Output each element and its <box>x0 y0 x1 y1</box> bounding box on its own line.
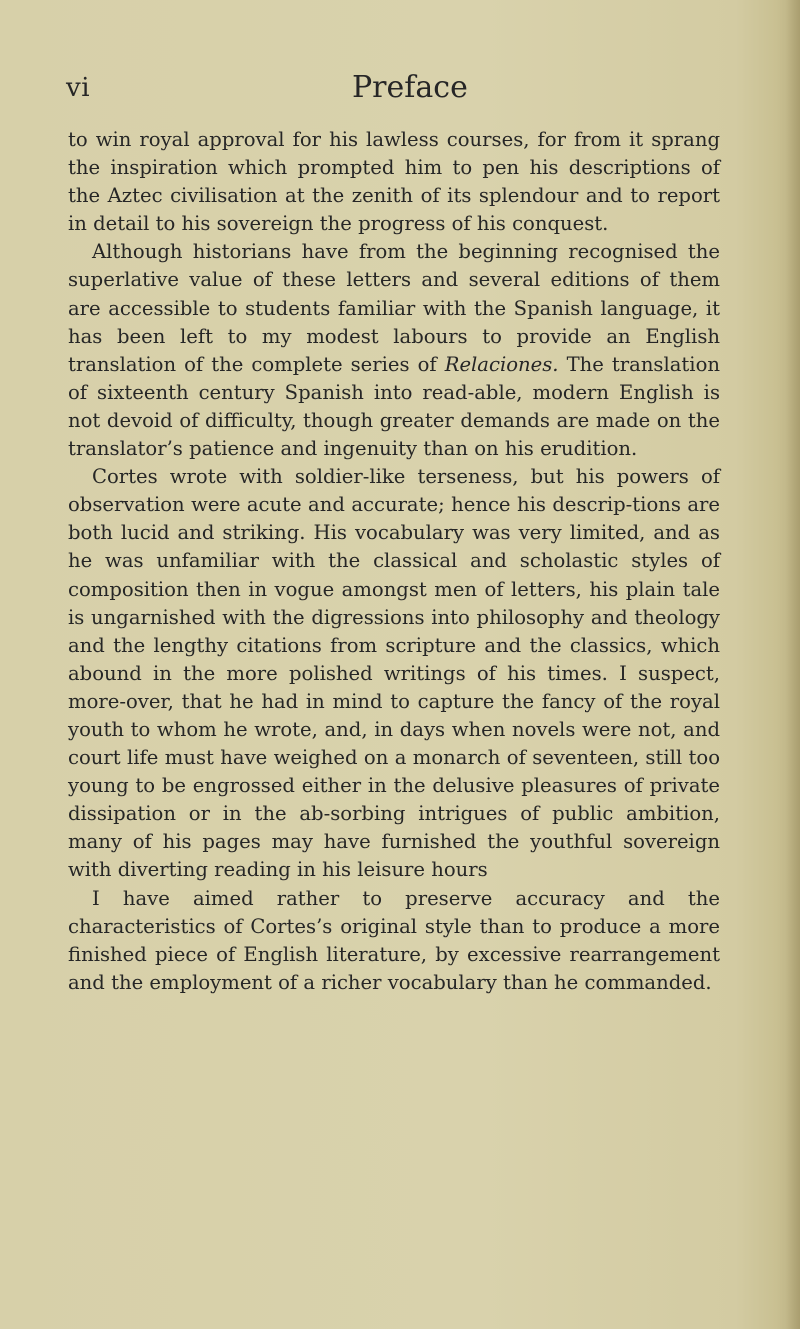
running-title: Preface <box>352 70 468 105</box>
paragraph-2-text-b: The translation of sixteenth century Spanish into read-able, modern English is not devoid of difficulty, though greater demands are made on the translator’s patience and ingenuity than on his erudition. <box>68 352 720 461</box>
paragraph-2-text-a: Although historians have from the beginning recognised the superlative value of these letters and several editions of them are accessible to students familiar with the Spanish language, it has been left to my modest labours to provide an English translation of the complete series of <box>68 240 720 376</box>
running-header <box>0 70 800 114</box>
paragraph-3: Cortes wrote with soldier-like terseness, but his powers of observation were acute and accurate; hence his descrip-tions are both lucid and striking. His vocabulary was very limited, and as he was unfamiliar with the classical and scholastic styles of composition then in vogue amongst men of letters, his plain tale is ungarnished with the digressions into philosophy and theology and the lengthy citations from scripture and the classics, which abound in the more polished writings of his times. I suspect, more-over, that he had in mind to capture the fancy of the royal youth to whom he wrote, and, in days when novels were not, and court life must have weighed on a monarch of seventeen, still too young to be engrossed either in the delusive pleasures of private dissipation or in the ab-sorbing intrigues of public ambition, many of his pages may have furnished the youthful sovereign with diverting reading in his leisure hours <box>68 465 720 882</box>
relaciones-title: Relaciones. <box>444 352 559 376</box>
paragraph-2 <box>68 238 720 463</box>
paragraph-1: to win royal approval for his lawless courses, for from it sprang the inspiration which prompted him to pen his descriptions of the Aztec civilisation at the zenith of its splendour and to report in detail to his sovereign the progress of his conquest. <box>68 128 720 236</box>
body-text <box>68 126 720 997</box>
page-number: vi <box>66 73 91 103</box>
page-edge-shadow <box>786 0 800 1329</box>
paragraph-4: I have aimed rather to preserve accuracy and the characteristics of Cortes’s original style than to produce a more finished piece of English literature, by excessive rearrangement and the employment of a richer vocabulary than he commanded. <box>68 886 720 994</box>
